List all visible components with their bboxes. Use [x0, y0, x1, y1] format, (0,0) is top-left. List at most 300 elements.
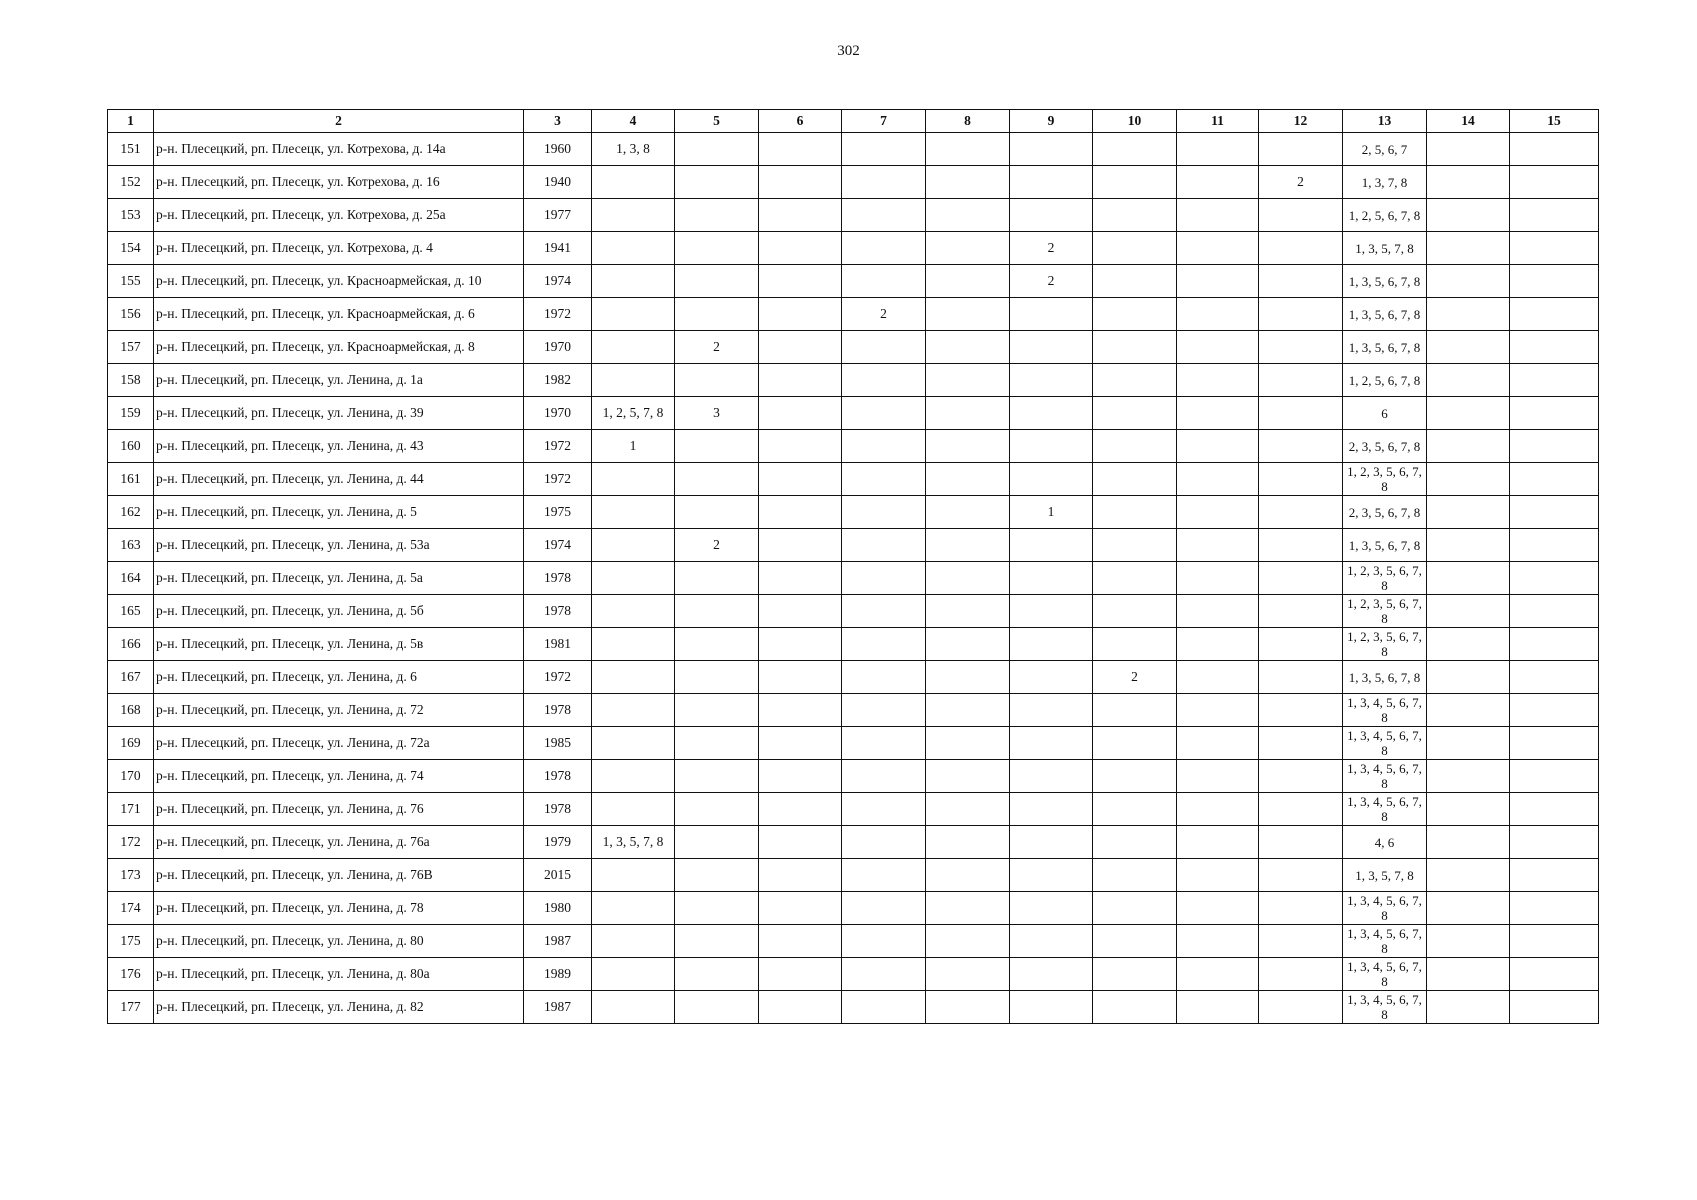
cell-col-15 — [1510, 991, 1599, 1024]
cell-col-15 — [1510, 265, 1599, 298]
cell-col-12 — [1259, 892, 1343, 925]
cell-col-11 — [1177, 628, 1259, 661]
cell-col-12 — [1259, 694, 1343, 727]
cell-col-11 — [1177, 793, 1259, 826]
cell-col-5 — [675, 199, 759, 232]
cell-col-6 — [759, 562, 842, 595]
cell-col-14 — [1427, 727, 1510, 760]
cell-col-12 — [1259, 958, 1343, 991]
cell-col-3: 1940 — [524, 166, 592, 199]
table-row — [108, 694, 1599, 727]
cell-col-7 — [842, 760, 926, 793]
cell-col-1: 161 — [108, 463, 154, 496]
cell-col-5 — [675, 991, 759, 1024]
cell-col-5: 2 — [675, 529, 759, 562]
cell-col-13: 1, 2, 5, 6, 7, 8 — [1343, 364, 1427, 397]
cell-col-9 — [1010, 925, 1093, 958]
cell-col-10 — [1093, 760, 1177, 793]
cell-col-8 — [926, 496, 1010, 529]
cell-col-11 — [1177, 958, 1259, 991]
cell-col-9 — [1010, 727, 1093, 760]
cell-col-3: 1978 — [524, 760, 592, 793]
cell-col-13: 1, 3, 5, 6, 7, 8 — [1343, 331, 1427, 364]
cell-col-10 — [1093, 430, 1177, 463]
cell-col-15 — [1510, 397, 1599, 430]
cell-col-8 — [926, 727, 1010, 760]
table-row — [108, 991, 1599, 1024]
cell-col-14 — [1427, 298, 1510, 331]
cell-col-2: р-н. Плесецкий, рп. Плесецк, ул. Ленина, д. 82 — [154, 991, 524, 1024]
cell-col-4 — [592, 760, 675, 793]
cell-col-3: 1972 — [524, 430, 592, 463]
cell-col-12 — [1259, 397, 1343, 430]
table-row — [108, 529, 1599, 562]
cell-col-6 — [759, 265, 842, 298]
table-row — [108, 925, 1599, 958]
cell-col-15 — [1510, 496, 1599, 529]
cell-col-8 — [926, 298, 1010, 331]
cell-col-7 — [842, 694, 926, 727]
cell-col-6 — [759, 826, 842, 859]
cell-col-13: 1, 2, 3, 5, 6, 7, 8 — [1343, 628, 1427, 661]
cell-col-2: р-н. Плесецкий, рп. Плесецк, ул. Ленина, д. 80 — [154, 925, 524, 958]
column-header-9: 9 — [1010, 110, 1093, 133]
cell-col-3: 1985 — [524, 727, 592, 760]
cell-col-4 — [592, 298, 675, 331]
cell-col-1: 171 — [108, 793, 154, 826]
column-header-15: 15 — [1510, 110, 1599, 133]
cell-col-3: 1978 — [524, 595, 592, 628]
cell-col-11 — [1177, 133, 1259, 166]
table-row — [108, 298, 1599, 331]
cell-col-3: 1972 — [524, 661, 592, 694]
cell-col-7 — [842, 331, 926, 364]
cell-col-2: р-н. Плесецкий, рп. Плесецк, ул. Ленина, д. 76 — [154, 793, 524, 826]
cell-col-14 — [1427, 133, 1510, 166]
cell-col-12 — [1259, 430, 1343, 463]
cell-col-8 — [926, 232, 1010, 265]
table-row — [108, 826, 1599, 859]
cell-col-7: 2 — [842, 298, 926, 331]
cell-col-3: 1974 — [524, 529, 592, 562]
cell-col-11 — [1177, 496, 1259, 529]
cell-col-4 — [592, 958, 675, 991]
cell-col-14 — [1427, 925, 1510, 958]
cell-col-14 — [1427, 232, 1510, 265]
cell-col-10 — [1093, 496, 1177, 529]
cell-col-8 — [926, 364, 1010, 397]
cell-col-1: 170 — [108, 760, 154, 793]
cell-col-1: 152 — [108, 166, 154, 199]
cell-col-5 — [675, 562, 759, 595]
cell-col-1: 165 — [108, 595, 154, 628]
cell-col-5 — [675, 826, 759, 859]
cell-col-9 — [1010, 199, 1093, 232]
cell-col-4 — [592, 562, 675, 595]
cell-col-8 — [926, 694, 1010, 727]
cell-col-7 — [842, 562, 926, 595]
cell-col-11 — [1177, 430, 1259, 463]
cell-col-1: 174 — [108, 892, 154, 925]
cell-col-7 — [842, 463, 926, 496]
cell-col-11 — [1177, 166, 1259, 199]
cell-col-13: 2, 5, 6, 7 — [1343, 133, 1427, 166]
cell-col-7 — [842, 265, 926, 298]
cell-col-3: 1972 — [524, 298, 592, 331]
cell-col-5 — [675, 166, 759, 199]
table-row — [108, 892, 1599, 925]
cell-col-7 — [842, 430, 926, 463]
cell-col-6 — [759, 529, 842, 562]
cell-col-7 — [842, 859, 926, 892]
column-header-3: 3 — [524, 110, 592, 133]
cell-col-12 — [1259, 859, 1343, 892]
cell-col-10 — [1093, 793, 1177, 826]
cell-col-6 — [759, 694, 842, 727]
cell-col-4 — [592, 364, 675, 397]
cell-col-5 — [675, 628, 759, 661]
cell-col-13: 4, 6 — [1343, 826, 1427, 859]
column-header-8: 8 — [926, 110, 1010, 133]
cell-col-10 — [1093, 265, 1177, 298]
cell-col-14 — [1427, 595, 1510, 628]
table-row — [108, 166, 1599, 199]
cell-col-13: 1, 3, 4, 5, 6, 7, 8 — [1343, 958, 1427, 991]
cell-col-14 — [1427, 265, 1510, 298]
cell-col-5 — [675, 430, 759, 463]
cell-col-6 — [759, 793, 842, 826]
table-row — [108, 496, 1599, 529]
cell-col-5 — [675, 661, 759, 694]
cell-col-12 — [1259, 793, 1343, 826]
cell-col-11 — [1177, 331, 1259, 364]
cell-col-11 — [1177, 760, 1259, 793]
cell-col-1: 168 — [108, 694, 154, 727]
cell-col-13: 1, 3, 5, 7, 8 — [1343, 232, 1427, 265]
cell-col-4 — [592, 331, 675, 364]
cell-col-10 — [1093, 529, 1177, 562]
cell-col-8 — [926, 595, 1010, 628]
cell-col-8 — [926, 265, 1010, 298]
cell-col-11 — [1177, 232, 1259, 265]
cell-col-2: р-н. Плесецкий, рп. Плесецк, ул. Котрехова, д. 16 — [154, 166, 524, 199]
cell-col-4 — [592, 991, 675, 1024]
cell-col-12 — [1259, 628, 1343, 661]
cell-col-14 — [1427, 199, 1510, 232]
cell-col-2: р-н. Плесецкий, рп. Плесецк, ул. Ленина, д. 5б — [154, 595, 524, 628]
cell-col-12 — [1259, 463, 1343, 496]
cell-col-14 — [1427, 562, 1510, 595]
cell-col-4 — [592, 925, 675, 958]
cell-col-14 — [1427, 826, 1510, 859]
cell-col-8 — [926, 859, 1010, 892]
cell-col-11 — [1177, 595, 1259, 628]
cell-col-5 — [675, 496, 759, 529]
cell-col-14 — [1427, 892, 1510, 925]
cell-col-9 — [1010, 760, 1093, 793]
cell-col-15 — [1510, 826, 1599, 859]
cell-col-4 — [592, 595, 675, 628]
cell-col-12 — [1259, 364, 1343, 397]
cell-col-6 — [759, 991, 842, 1024]
cell-col-7 — [842, 199, 926, 232]
table-row — [108, 463, 1599, 496]
cell-col-1: 154 — [108, 232, 154, 265]
cell-col-3: 1978 — [524, 793, 592, 826]
cell-col-1: 156 — [108, 298, 154, 331]
cell-col-9 — [1010, 595, 1093, 628]
table-row — [108, 364, 1599, 397]
cell-col-13: 1, 3, 5, 7, 8 — [1343, 859, 1427, 892]
cell-col-9 — [1010, 859, 1093, 892]
cell-col-6 — [759, 331, 842, 364]
column-header-5: 5 — [675, 110, 759, 133]
cell-col-10 — [1093, 826, 1177, 859]
cell-col-9 — [1010, 793, 1093, 826]
cell-col-12 — [1259, 727, 1343, 760]
cell-col-2: р-н. Плесецкий, рп. Плесецк, ул. Ленина, д. 6 — [154, 661, 524, 694]
cell-col-15 — [1510, 727, 1599, 760]
cell-col-10 — [1093, 298, 1177, 331]
table-row — [108, 331, 1599, 364]
cell-col-14 — [1427, 793, 1510, 826]
cell-col-6 — [759, 628, 842, 661]
cell-col-2: р-н. Плесецкий, рп. Плесецк, ул. Ленина, д. 39 — [154, 397, 524, 430]
cell-col-9 — [1010, 661, 1093, 694]
cell-col-10 — [1093, 628, 1177, 661]
cell-col-14 — [1427, 463, 1510, 496]
cell-col-9 — [1010, 628, 1093, 661]
cell-col-1: 164 — [108, 562, 154, 595]
cell-col-13: 1, 3, 4, 5, 6, 7, 8 — [1343, 760, 1427, 793]
cell-col-13: 2, 3, 5, 6, 7, 8 — [1343, 496, 1427, 529]
registry-table — [107, 109, 1599, 1024]
cell-col-12 — [1259, 199, 1343, 232]
cell-col-4 — [592, 661, 675, 694]
cell-col-1: 162 — [108, 496, 154, 529]
cell-col-15 — [1510, 298, 1599, 331]
cell-col-11 — [1177, 562, 1259, 595]
cell-col-12 — [1259, 496, 1343, 529]
column-header-13: 13 — [1343, 110, 1427, 133]
cell-col-15 — [1510, 430, 1599, 463]
cell-col-1: 158 — [108, 364, 154, 397]
cell-col-10 — [1093, 199, 1177, 232]
cell-col-3: 1978 — [524, 562, 592, 595]
cell-col-14 — [1427, 331, 1510, 364]
cell-col-15 — [1510, 793, 1599, 826]
cell-col-13: 1, 3, 4, 5, 6, 7, 8 — [1343, 694, 1427, 727]
cell-col-3: 1978 — [524, 694, 592, 727]
column-header-2: 2 — [154, 110, 524, 133]
cell-col-11 — [1177, 892, 1259, 925]
cell-col-12 — [1259, 298, 1343, 331]
cell-col-7 — [842, 826, 926, 859]
cell-col-2: р-н. Плесецкий, рп. Плесецк, ул. Ленина, д. 80а — [154, 958, 524, 991]
cell-col-11 — [1177, 694, 1259, 727]
cell-col-5 — [675, 925, 759, 958]
cell-col-10 — [1093, 364, 1177, 397]
cell-col-9 — [1010, 463, 1093, 496]
column-header-12: 12 — [1259, 110, 1343, 133]
cell-col-10 — [1093, 232, 1177, 265]
cell-col-10: 2 — [1093, 661, 1177, 694]
cell-col-6 — [759, 364, 842, 397]
cell-col-8 — [926, 925, 1010, 958]
cell-col-15 — [1510, 166, 1599, 199]
cell-col-9 — [1010, 991, 1093, 1024]
cell-col-7 — [842, 595, 926, 628]
cell-col-3: 1972 — [524, 463, 592, 496]
cell-col-3: 1989 — [524, 958, 592, 991]
cell-col-2: р-н. Плесецкий, рп. Плесецк, ул. Ленина, д. 78 — [154, 892, 524, 925]
cell-col-10 — [1093, 397, 1177, 430]
cell-col-6 — [759, 397, 842, 430]
cell-col-8 — [926, 793, 1010, 826]
cell-col-12 — [1259, 925, 1343, 958]
cell-col-8 — [926, 529, 1010, 562]
cell-col-3: 1987 — [524, 991, 592, 1024]
cell-col-7 — [842, 628, 926, 661]
table-row — [108, 199, 1599, 232]
cell-col-15 — [1510, 232, 1599, 265]
cell-col-7 — [842, 793, 926, 826]
cell-col-8 — [926, 760, 1010, 793]
cell-col-7 — [842, 397, 926, 430]
cell-col-4 — [592, 892, 675, 925]
cell-col-4 — [592, 265, 675, 298]
cell-col-6 — [759, 727, 842, 760]
cell-col-11 — [1177, 529, 1259, 562]
cell-col-1: 175 — [108, 925, 154, 958]
cell-col-12 — [1259, 562, 1343, 595]
cell-col-2: р-н. Плесецкий, рп. Плесецк, ул. Ленина, д. 76В — [154, 859, 524, 892]
cell-col-10 — [1093, 892, 1177, 925]
cell-col-5 — [675, 694, 759, 727]
cell-col-4 — [592, 694, 675, 727]
cell-col-11 — [1177, 364, 1259, 397]
cell-col-14 — [1427, 760, 1510, 793]
cell-col-8 — [926, 463, 1010, 496]
cell-col-14 — [1427, 661, 1510, 694]
table-row — [108, 760, 1599, 793]
cell-col-5 — [675, 265, 759, 298]
cell-col-11 — [1177, 991, 1259, 1024]
cell-col-3: 1982 — [524, 364, 592, 397]
cell-col-13: 1, 3, 5, 6, 7, 8 — [1343, 529, 1427, 562]
cell-col-14 — [1427, 991, 1510, 1024]
cell-col-13: 1, 2, 3, 5, 6, 7, 8 — [1343, 595, 1427, 628]
cell-col-8 — [926, 628, 1010, 661]
cell-col-4 — [592, 859, 675, 892]
table-row — [108, 661, 1599, 694]
table-row — [108, 628, 1599, 661]
cell-col-5 — [675, 760, 759, 793]
cell-col-10 — [1093, 463, 1177, 496]
cell-col-5: 3 — [675, 397, 759, 430]
cell-col-12 — [1259, 826, 1343, 859]
cell-col-13: 6 — [1343, 397, 1427, 430]
cell-col-2: р-н. Плесецкий, рп. Плесецк, ул. Котрехова, д. 14а — [154, 133, 524, 166]
cell-col-15 — [1510, 760, 1599, 793]
cell-col-12 — [1259, 991, 1343, 1024]
cell-col-2: р-н. Плесецкий, рп. Плесецк, ул. Ленина, д. 43 — [154, 430, 524, 463]
cell-col-5 — [675, 298, 759, 331]
cell-col-4 — [592, 166, 675, 199]
cell-col-4 — [592, 463, 675, 496]
cell-col-5 — [675, 364, 759, 397]
cell-col-15 — [1510, 595, 1599, 628]
cell-col-12 — [1259, 529, 1343, 562]
cell-col-4 — [592, 232, 675, 265]
cell-col-2: р-н. Плесецкий, рп. Плесецк, ул. Ленина, д. 53а — [154, 529, 524, 562]
column-header-7: 7 — [842, 110, 926, 133]
cell-col-14 — [1427, 958, 1510, 991]
cell-col-2: р-н. Плесецкий, рп. Плесецк, ул. Красноармейская, д. 6 — [154, 298, 524, 331]
cell-col-5 — [675, 727, 759, 760]
table-row — [108, 958, 1599, 991]
cell-col-6 — [759, 298, 842, 331]
cell-col-11 — [1177, 859, 1259, 892]
cell-col-3: 1970 — [524, 397, 592, 430]
cell-col-11 — [1177, 826, 1259, 859]
cell-col-2: р-н. Плесецкий, рп. Плесецк, ул. Ленина, д. 44 — [154, 463, 524, 496]
table-row — [108, 727, 1599, 760]
cell-col-11 — [1177, 925, 1259, 958]
cell-col-1: 159 — [108, 397, 154, 430]
cell-col-3: 1941 — [524, 232, 592, 265]
cell-col-3: 2015 — [524, 859, 592, 892]
cell-col-5 — [675, 859, 759, 892]
cell-col-13: 1, 3, 5, 6, 7, 8 — [1343, 298, 1427, 331]
cell-col-1: 160 — [108, 430, 154, 463]
cell-col-8 — [926, 331, 1010, 364]
cell-col-15 — [1510, 892, 1599, 925]
cell-col-1: 153 — [108, 199, 154, 232]
table-row — [108, 859, 1599, 892]
cell-col-9 — [1010, 331, 1093, 364]
cell-col-9 — [1010, 298, 1093, 331]
cell-col-7 — [842, 661, 926, 694]
cell-col-6 — [759, 925, 842, 958]
cell-col-12: 2 — [1259, 166, 1343, 199]
cell-col-7 — [842, 727, 926, 760]
cell-col-12 — [1259, 265, 1343, 298]
cell-col-6 — [759, 958, 842, 991]
cell-col-8 — [926, 133, 1010, 166]
cell-col-6 — [759, 595, 842, 628]
cell-col-11 — [1177, 463, 1259, 496]
cell-col-5 — [675, 595, 759, 628]
cell-col-6 — [759, 496, 842, 529]
cell-col-14 — [1427, 166, 1510, 199]
cell-col-11 — [1177, 727, 1259, 760]
cell-col-6 — [759, 199, 842, 232]
cell-col-13: 1, 3, 5, 6, 7, 8 — [1343, 265, 1427, 298]
cell-col-13: 1, 3, 4, 5, 6, 7, 8 — [1343, 727, 1427, 760]
cell-col-15 — [1510, 958, 1599, 991]
cell-col-14 — [1427, 529, 1510, 562]
cell-col-1: 172 — [108, 826, 154, 859]
cell-col-1: 157 — [108, 331, 154, 364]
cell-col-11 — [1177, 397, 1259, 430]
cell-col-1: 151 — [108, 133, 154, 166]
cell-col-6 — [759, 661, 842, 694]
cell-col-9: 2 — [1010, 232, 1093, 265]
cell-col-4: 1, 3, 8 — [592, 133, 675, 166]
cell-col-10 — [1093, 133, 1177, 166]
cell-col-15 — [1510, 529, 1599, 562]
